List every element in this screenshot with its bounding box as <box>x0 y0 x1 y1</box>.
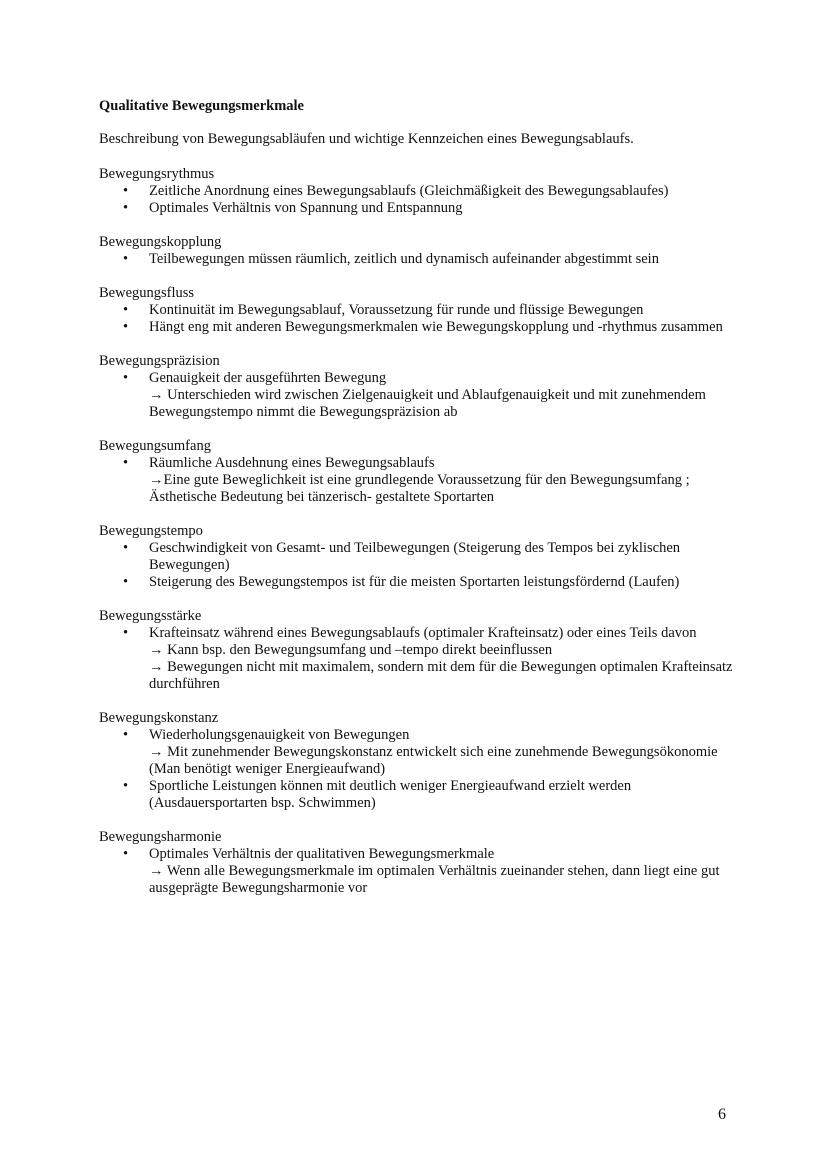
bullet-icon: • <box>123 302 129 318</box>
list-item <box>99 455 739 506</box>
list-item <box>99 200 739 217</box>
bullet-icon: • <box>123 778 129 794</box>
bullet-icon: • <box>123 251 129 267</box>
list-item-note: → Kann bsp. den Bewegungsumfang und –tempo direkt beeinflussen <box>149 642 553 658</box>
list-item-note: → Wenn alle Bewegungsmerkmale im optimalen Verhältnis zueinander stehen, dann liegt eine gut ausgeprägte Bewegungsharmonie vor <box>149 863 720 896</box>
list-item-text: Optimales Verhältnis der qualitativen Bewegungsmerkmale <box>149 846 495 862</box>
section-heading: Bewegungskopplung <box>99 234 222 250</box>
bullet-icon: • <box>123 540 129 556</box>
bullet-icon: • <box>123 574 129 590</box>
bullet-icon: • <box>123 846 129 862</box>
list-item <box>99 319 739 336</box>
bullet-icon: • <box>123 625 129 641</box>
section <box>99 353 739 421</box>
section <box>99 523 739 591</box>
list-item-text: Geschwindigkeit von Gesamt- und Teilbewegungen (Steigerung des Tempos bei zyklischen Bewegungen) <box>149 540 680 573</box>
list-item-text: Kontinuität im Bewegungsablauf, Voraussetzung für runde und flüssige Bewegungen <box>149 302 644 318</box>
list-item-note: → Unterschieden wird zwischen Zielgenauigkeit und Ablaufgenauigkeit und mit zunehmendem Bewegungstempo nimmt die Bewegungspräzision ab <box>149 387 706 420</box>
list-item-note: →Eine gute Beweglichkeit ist eine grundlegende Voraussetzung für den Bewegungsumfang ; Ästhetische Bedeutung bei tänzerisch- gestaltete Sportarten <box>149 472 690 505</box>
bullet-icon: • <box>123 183 129 199</box>
sections-container <box>99 166 739 897</box>
section <box>99 710 739 812</box>
list-item-text: Wiederholungsgenauigkeit von Bewegungen <box>149 727 410 743</box>
bullet-list <box>99 183 739 217</box>
list-item <box>99 625 739 693</box>
list-item-text: Räumliche Ausdehnung eines Bewegungsablaufs <box>149 455 435 471</box>
list-item-text: Teilbewegungen müssen räumlich, zeitlich und dynamisch aufeinander abgestimmt sein <box>149 251 659 267</box>
section-heading: Bewegungsharmonie <box>99 829 222 845</box>
section-heading: Bewegungsrythmus <box>99 166 215 182</box>
list-item-note: → Bewegungen nicht mit maximalem, sondern mit dem für die Bewegungen optimalen Krafteinsatz durchführen <box>149 659 733 692</box>
section <box>99 234 739 268</box>
list-item-note: → Mit zunehmender Bewegungskonstanz entwickelt sich eine zunehmende Bewegungsökonomie (Man benötigt weniger Energieaufwand) <box>149 744 718 777</box>
bullet-list <box>99 846 739 897</box>
list-item-text: Sportliche Leistungen können mit deutlich weniger Energieaufwand erzielt werden (Ausdauersportarten bsp. Schwimmen) <box>149 778 632 811</box>
bullet-list <box>99 302 739 336</box>
bullet-icon: • <box>123 727 129 743</box>
section <box>99 285 739 336</box>
document-page <box>99 98 739 914</box>
list-item-text: Krafteinsatz während eines Bewegungsablaufs (optimaler Krafteinsatz) oder eines Teils davon <box>149 625 697 641</box>
page-number: 6 <box>718 1106 726 1123</box>
page-title: Qualitative Bewegungsmerkmale <box>99 98 304 114</box>
list-item-text: Genauigkeit der ausgeführten Bewegung <box>149 370 387 386</box>
list-item-text: Zeitliche Anordnung eines Bewegungsablaufs (Gleichmäßigkeit des Bewegungsablaufes) <box>149 183 669 199</box>
list-item <box>99 574 739 591</box>
list-item-text: Optimales Verhältnis von Spannung und Entspannung <box>149 200 463 216</box>
list-item-text: Steigerung des Bewegungstempos ist für die meisten Sportarten leistungsfördernd (Laufen) <box>149 574 680 590</box>
bullet-list <box>99 625 739 693</box>
list-item <box>99 302 739 319</box>
list-item <box>99 540 739 574</box>
intro-text: Beschreibung von Bewegungsabläufen und wichtige Kennzeichen eines Bewegungsablaufs. <box>99 131 634 147</box>
section-heading: Bewegungsfluss <box>99 285 195 301</box>
list-item <box>99 370 739 421</box>
bullet-icon: • <box>123 319 129 335</box>
bullet-list <box>99 540 739 591</box>
bullet-list <box>99 251 739 268</box>
list-item <box>99 251 739 268</box>
list-item <box>99 183 739 200</box>
bullet-icon: • <box>123 455 129 471</box>
section <box>99 438 739 506</box>
bullet-icon: • <box>123 200 129 216</box>
section-heading: Bewegungsumfang <box>99 438 211 454</box>
bullet-icon: • <box>123 370 129 386</box>
section <box>99 829 739 897</box>
section-heading: Bewegungspräzision <box>99 353 220 369</box>
section-heading: Bewegungskonstanz <box>99 710 219 726</box>
section <box>99 166 739 217</box>
list-item <box>99 778 739 812</box>
list-item <box>99 846 739 897</box>
section <box>99 608 739 693</box>
bullet-list <box>99 455 739 506</box>
section-heading: Bewegungstempo <box>99 523 203 539</box>
bullet-list <box>99 370 739 421</box>
list-item-text: Hängt eng mit anderen Bewegungsmerkmalen wie Bewegungskopplung und -rhythmus zusammen <box>149 319 723 335</box>
list-item <box>99 727 739 778</box>
bullet-list <box>99 727 739 812</box>
section-heading: Bewegungsstärke <box>99 608 202 624</box>
